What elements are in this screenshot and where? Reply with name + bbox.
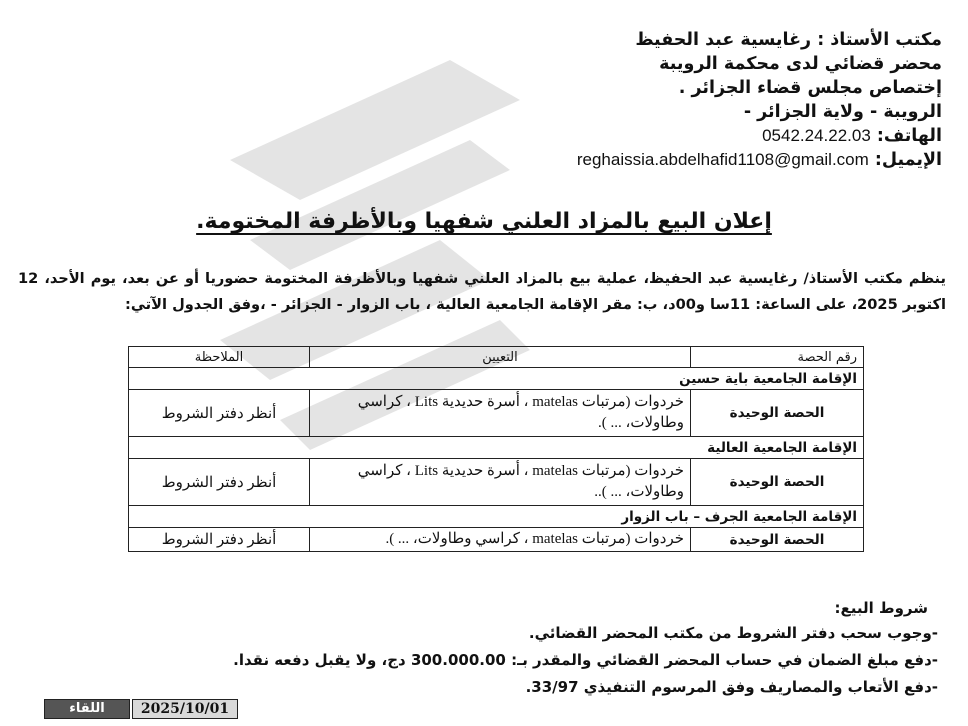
lot-number: الحصة الوحيدة xyxy=(691,390,864,437)
sale-terms xyxy=(158,596,938,701)
section-name: الإقامة الجامعية باية حسين xyxy=(129,368,864,390)
table-header-row xyxy=(129,347,864,368)
section-row xyxy=(129,506,864,528)
header-lot: رقم الحصة xyxy=(691,347,864,368)
lot-notes: أنظر دفتر الشروط xyxy=(129,459,310,506)
lots-table xyxy=(128,346,864,552)
phone-number: 0542.24.22.03 xyxy=(762,126,871,145)
bailiff-title: محضر قضائي لدى محكمة الرويبة xyxy=(659,54,942,74)
phone-label: الهاتف: xyxy=(876,126,942,146)
terms-heading: شروط البيع: xyxy=(834,599,928,617)
section-row xyxy=(129,368,864,390)
lot-notes: أنظر دفتر الشروط xyxy=(129,390,310,437)
email-line xyxy=(402,148,942,172)
publication-date: 2025/10/01 xyxy=(132,699,238,719)
email-label: الإيميل: xyxy=(874,150,942,170)
section-name: الإقامة الجامعية الجرف – باب الزوار xyxy=(129,506,864,528)
phone-line xyxy=(402,124,942,148)
header-notes: الملاحظة xyxy=(129,347,310,368)
email-address: reghaissia.abdelhafid1108@gmail.com xyxy=(576,150,869,169)
jurisdiction: إختصاص مجلس قضاء الجزائر . xyxy=(678,78,942,98)
section-row xyxy=(129,437,864,459)
announcement-intro: ينظم مكتب الأستاذ/ رغايسية عبد الحفيظ، عملية بيع بالمزاد العلني شفهيا وبالأظرفة المختومة حضوريا أو عن بعد، يوم الأحد، 12 اكتوبر 2025، على الساعة: 11سا و00د، ب: مقر الإقامة الجامعية العالية ، باب الزوار - الجزائر - ،وفق الجدول الآتي: xyxy=(18,270,946,313)
lot-notes: أنظر دفتر الشروط xyxy=(129,528,310,552)
header-description: التعيين xyxy=(310,347,691,368)
table-row xyxy=(129,390,864,437)
lot-description: خردوات (مرتبات matelas ، أسرة حديدية Lits ، كراسي وطاولات، ... ).. xyxy=(310,459,691,506)
location: الرويبة - ولاية الجزائر - xyxy=(743,102,942,122)
section-name: الإقامة الجامعية العالية xyxy=(129,437,864,459)
newspaper-tag: اللقاء xyxy=(44,699,130,719)
terms-item: -وجوب سحب دفتر الشروط من مكتب المحضر القضائي. xyxy=(528,624,938,642)
office-name: مكتب الأستاذ : رغايسية عبد الحفيظ xyxy=(635,30,942,50)
lot-number: الحصة الوحيدة xyxy=(691,459,864,506)
terms-item: -دفع الأتعاب والمصاريف وفق المرسوم التنفيذي 33/97. xyxy=(525,678,938,696)
bailiff-header xyxy=(402,28,942,172)
lot-number: الحصة الوحيدة xyxy=(691,528,864,552)
table-row xyxy=(129,459,864,506)
terms-item: -دفع مبلغ الضمان في حساب المحضر القضائي والمقدر بـ: 300.000.00 دج، ولا يقبل دفعه نقدا. xyxy=(233,651,938,669)
lot-description: خردوات (مرتبات matelas ، أسرة حديدية Lits ، كراسي وطاولات، ... ). xyxy=(310,390,691,437)
table-row xyxy=(129,528,864,552)
announcement-title: إعلان البيع بالمزاد العلني شفهيا وبالأظرفة المختومة. xyxy=(196,209,772,234)
lot-description: خردوات (مرتبات matelas ، كراسي وطاولات، ... ). xyxy=(310,528,691,552)
